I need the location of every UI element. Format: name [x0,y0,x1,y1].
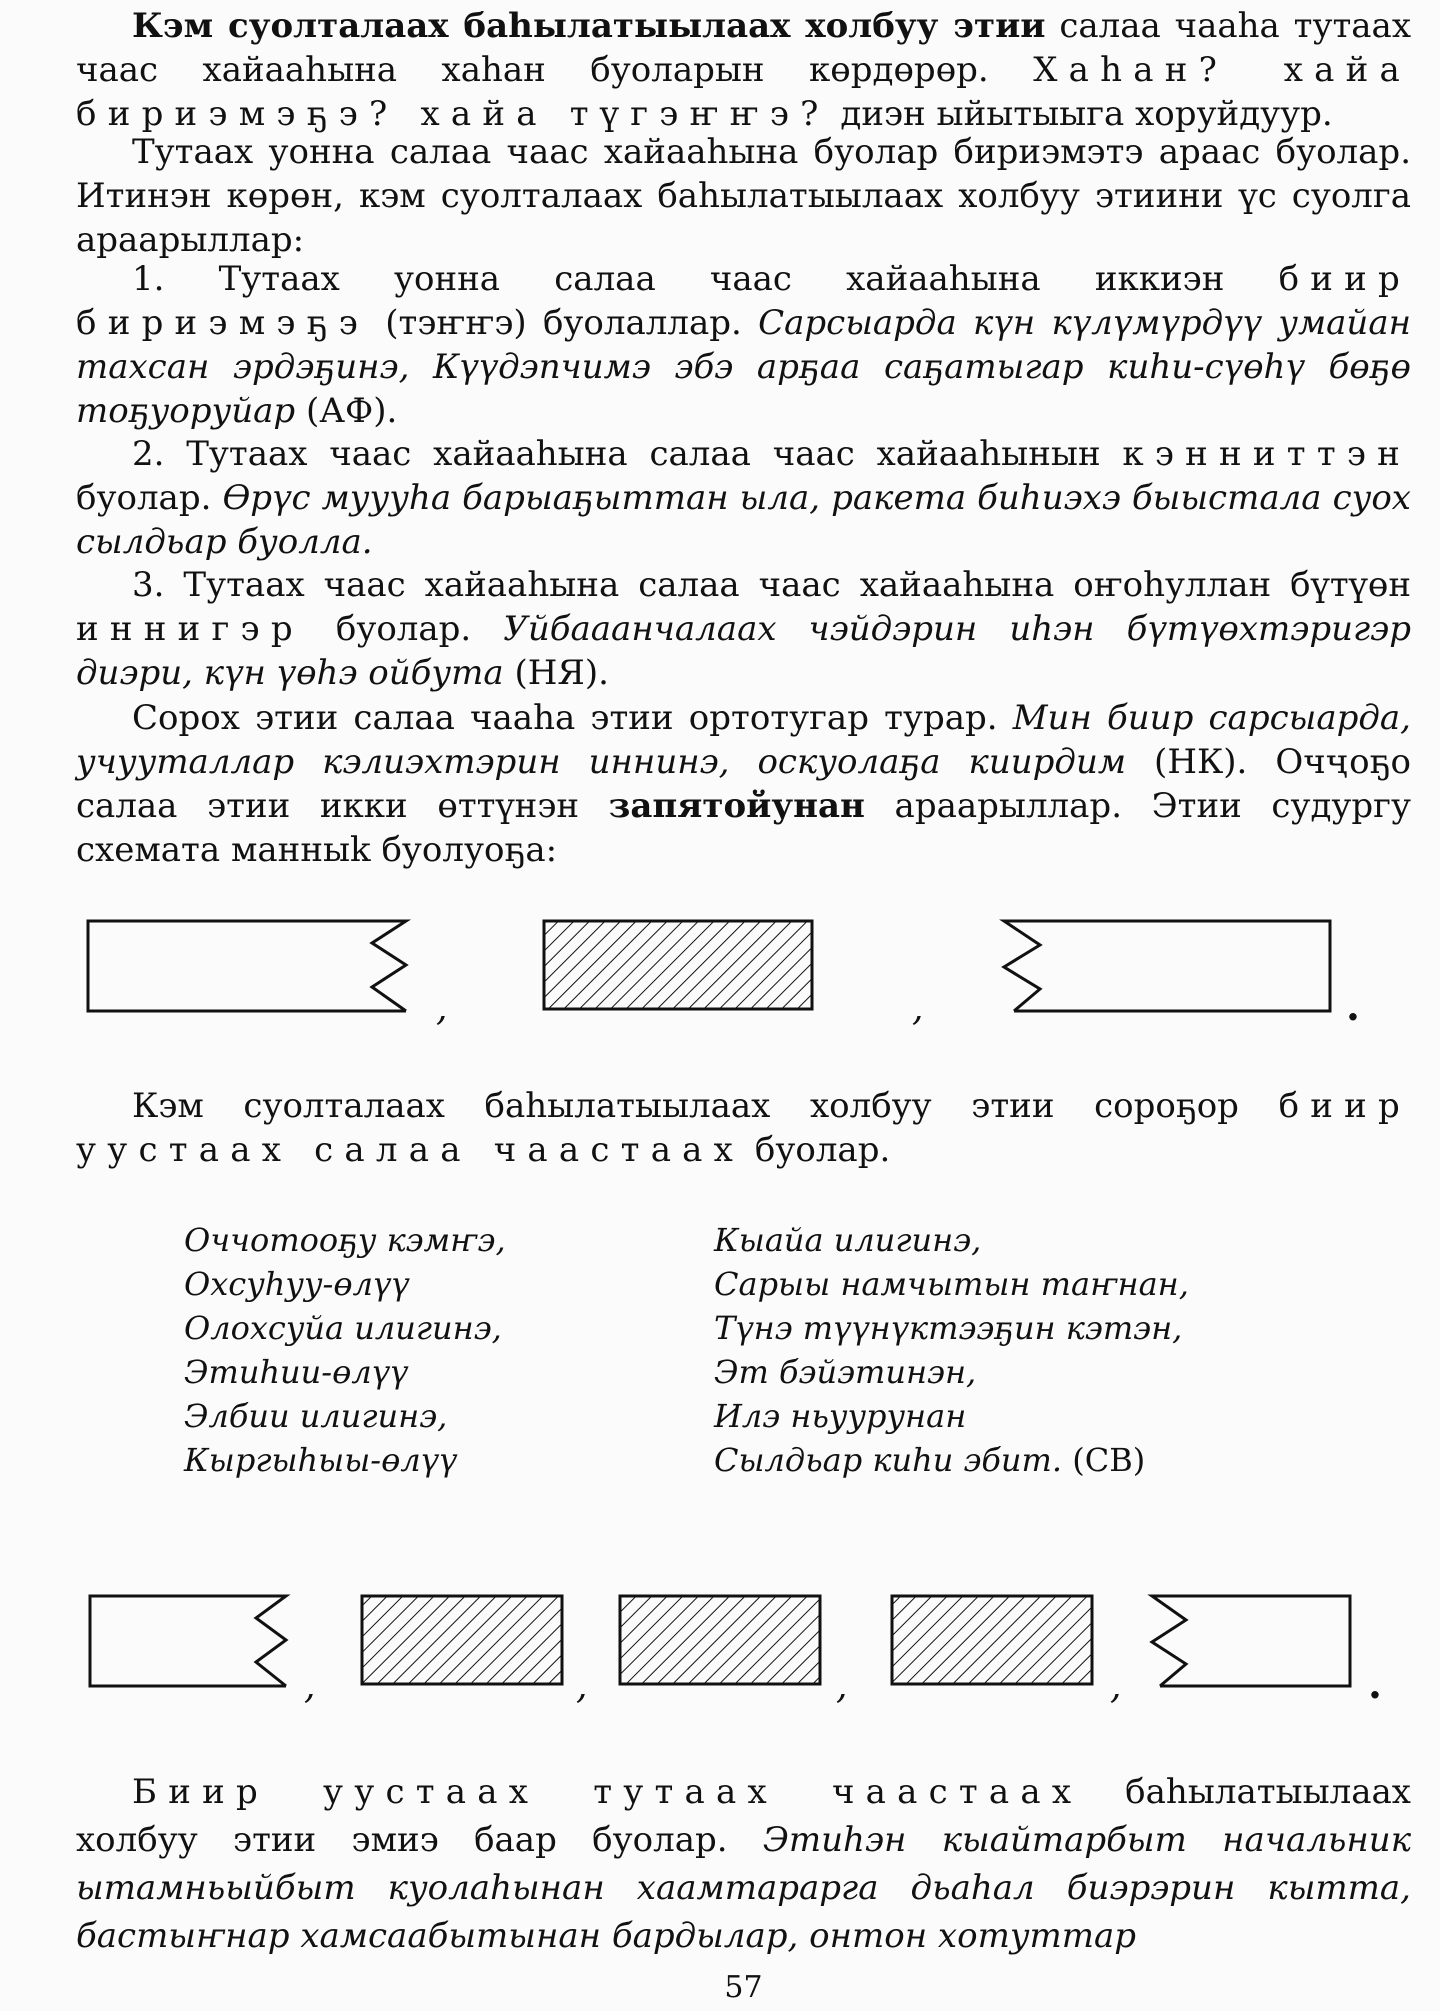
main-clause-open-left [1152,1596,1350,1686]
example-italic: Өрүс муууһа барыаҕыттан ыла, ракета биһиэхэ быыстала суох сылдьар буолла. [76,478,1411,562]
sentence-scheme-diagram-2 [76,1580,1411,1710]
example-italic: Сарсыарда күн күлүмүрдүү умайан тахсан эрдэҕинэ, Күүдэпчимэ эбэ арҕаа саҕатыгар киһи-сүөһү бөҕө тоҕуоруйар [76,303,1411,431]
comma-mark: , [436,988,448,1029]
example-italic: Мин биир сарсыарда, учууталлар кэлиэхтэрин иннинэ, оскуолаҕа киирдим [76,698,1411,782]
period-mark: . [1346,983,1360,1030]
paragraph-8: Биир уустаах тутаах чаастаах баһылатыылаах холбуу этии эмиэ баар буолар. Этиһэн кыайтарбыт начальник ытамньыйбыт куолаһынан хаамтарарга дьаһал биэрэрин кытта, бастыҥнар хамсаабытынан бардылар, онтон хотуттар [76,1772,1411,1956]
poem-right-column: Кыайа илигинэ, Сарыы намчытын таҥнан, Түнэ түүнүктээҕин кэтэн, Эт бэйэтинэн, Илэ ньуурунан Сылдьар киһи эбит. (СВ) [714,1221,1189,1479]
example-italic: Уйбааанчалаах чэйдэрин иһэн бүтүөхтэригэр диэри, күн үөһэ ойбута [76,609,1411,693]
poem-attribution: (СВ) [1072,1441,1146,1479]
paragraph-5: 3. Тутаах чаас хайааһына салаа чаас хайааһына оҥоһуллан бүтүөн иннигэр буолар. Уйбааанчалаах чэйдэрин иһэн бүтүөхтэригэр диэри, күн үөһэ ойбута (НЯ). [76,565,1411,693]
comma-mark: , [836,1666,848,1707]
paragraph-7: Кэм суолталаах баһылатыылаах холбуу этии сороҕор биир уустаах салаа чаастаах буолар. [76,1086,1411,1170]
paragraph-1: Кэм суолталаах баһылатыылаах холбуу этии салаа чааһа тутаах чаас хайааһына хаһан буоларын көрдөрөр. Хаһан? хайа бириэмэҕэ? хайа түгэҥҥэ? диэн ыйытыыга хоруйдуур. [76,6,1411,134]
subordinate-clause-hatched [620,1596,820,1684]
main-clause-open-left [1004,921,1330,1011]
sentence-scheme-diagram-1 [76,905,1411,1035]
subordinate-clause-hatched [544,921,812,1009]
page-number: 57 [724,1970,763,2005]
paragraph-4: 2. Тутаах чаас хайааһына салаа чаас хайааһынын кэнниттэн буолар. Өрүс муууһа барыаҕыттан ыла, ракета биһиэхэ быыстала суох сылдьар буолла. [76,434,1411,562]
comma-mark: , [912,988,924,1029]
comma-mark: , [1110,1666,1122,1707]
paragraph-6: Сорох этии салаа чааһа этии ортотугар турар. Мин биир сарсыарда, учууталлар кэлиэхтэрин иннинэ, оскуолаҕа киирдим (НК). Очҷоҕо салаа этии икки өттүнэн запятойунан араарыллар. Этии судургу схемата манныk буолуоҕа: [76,698,1411,870]
term-bold: Кэм суолталаах баһылатыылаах холбуу этии [132,6,1046,46]
period-mark: . [1368,1661,1382,1708]
comma-mark: , [304,1666,316,1707]
subordinate-clause-hatched [362,1596,562,1684]
comma-mark: , [576,1666,588,1707]
paragraph-3: 1. Тутаах уонна салаа чаас хайааһына иккиэн биир бириэмэҕэ (тэҥҥэ) буолаллар. Сарсыарда күн күлүмүрдүү умайан тахсан эрдэҕинэ, Күүдэпчимэ эбэ арҕаа саҕатыгар киһи-сүөһү бөҕө тоҕуоруйар (АФ). [76,259,1411,431]
poem-left-column: Оччотооҕу кэмҥэ, Охсуһуу-өлүү Олохсуйа илигинэ, Этиһии-өлүү Элбии илигинэ, Кыргыһыы-өлүү [184,1221,506,1479]
paragraph-2: Тутаах уонна салаа чаас хайааһына буолар бириэмэтэ араас буолар. Итинэн көрөн, кэм суолталаах баһылатыылаах холбуу этиини үс суолга араарыллар: [76,132,1411,260]
example-italic: Этиһэн кыайтарбыт начальник ытамньыйбыт куолаһынан хаамтарарга дьаһал биэрэрин кытта, бастыҥнар хамсаабытынан бардылар, онтон хотуттар [76,1820,1411,1956]
subordinate-clause-hatched [892,1596,1092,1684]
main-clause-open-right [88,921,406,1011]
questions-spaced: Хаһан? хайа бириэмэҕэ? хайа түгэҥҥэ? [76,50,1411,134]
main-clause-open-right [90,1596,286,1686]
